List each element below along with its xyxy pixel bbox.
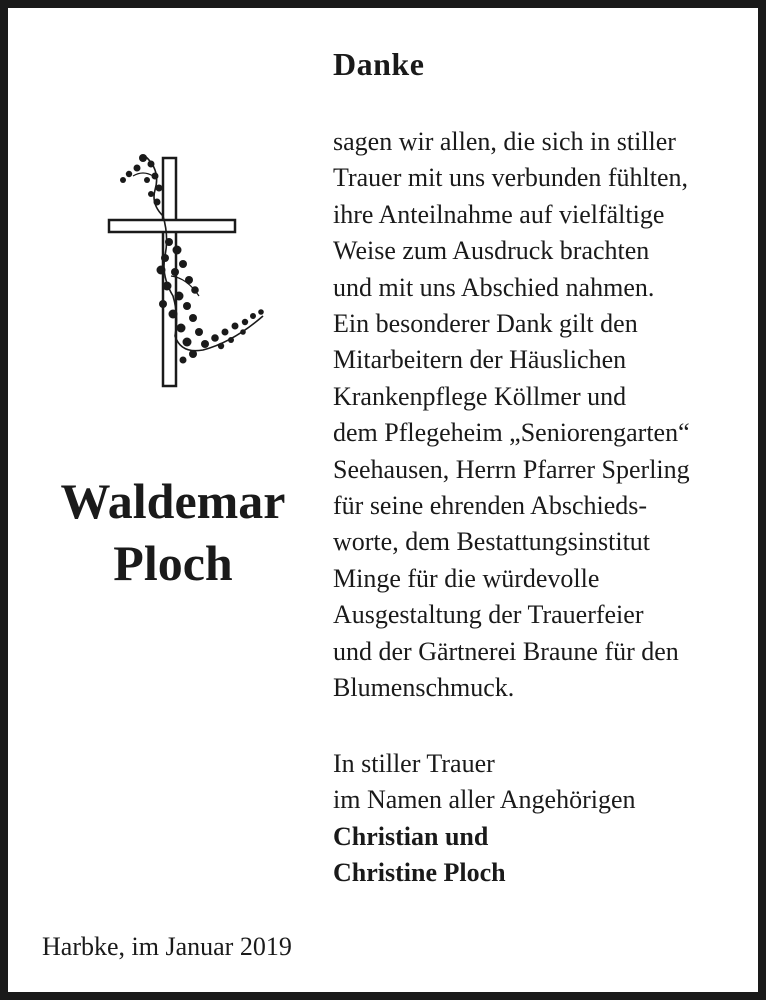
- deceased-first-name: Waldemar: [60, 473, 286, 529]
- signer-name: Christian und: [333, 821, 489, 851]
- text-line: Blumenschmuck.: [333, 673, 515, 703]
- text-line: ihre Anteilnahme auf vielfältige: [333, 199, 665, 229]
- text-line: dem Pflegeheim „Seniorengarten“: [333, 418, 690, 448]
- text-line: für seine ehrenden Abschieds-: [333, 491, 648, 521]
- text-line: und der Gärtnerei Braune für den: [333, 636, 679, 666]
- signer-name: Christine Ploch: [333, 858, 506, 888]
- text-line: Seehausen, Herrn Pfarrer Sperling: [333, 454, 690, 484]
- text-line: Trauer mit uns verbunden fühlten,: [333, 163, 689, 193]
- closing-line: im Namen aller Angehörigen: [333, 785, 636, 815]
- closing-block: [333, 746, 753, 892]
- deceased-last-name: Ploch: [113, 535, 233, 591]
- heading: Danke: [333, 46, 425, 82]
- text-line: worte, dem Bestattungsinstitut: [333, 527, 651, 557]
- cross-with-ivy-icon: [103, 146, 273, 391]
- thank-you-text: [333, 124, 753, 707]
- text-line: Weise zum Ausdruck brachten: [333, 236, 650, 266]
- text-line: Mitarbeitern der Häuslichen: [333, 345, 627, 375]
- place-date: Harbke, im Januar 2019: [42, 932, 292, 961]
- text-line: und mit uns Abschied nahmen.: [333, 272, 655, 302]
- text-line: sagen wir allen, die sich in stiller: [333, 127, 676, 156]
- text-line: Krankenpflege Köllmer und: [333, 381, 627, 411]
- text-line: Ein besonderer Dank gilt den: [333, 309, 638, 339]
- deceased-name: [28, 470, 318, 594]
- text-line: Minge für die würdevolle: [333, 563, 600, 593]
- closing-line: In stiller Trauer: [333, 749, 495, 778]
- text-line: Ausgestaltung der Trauerfeier: [333, 600, 644, 630]
